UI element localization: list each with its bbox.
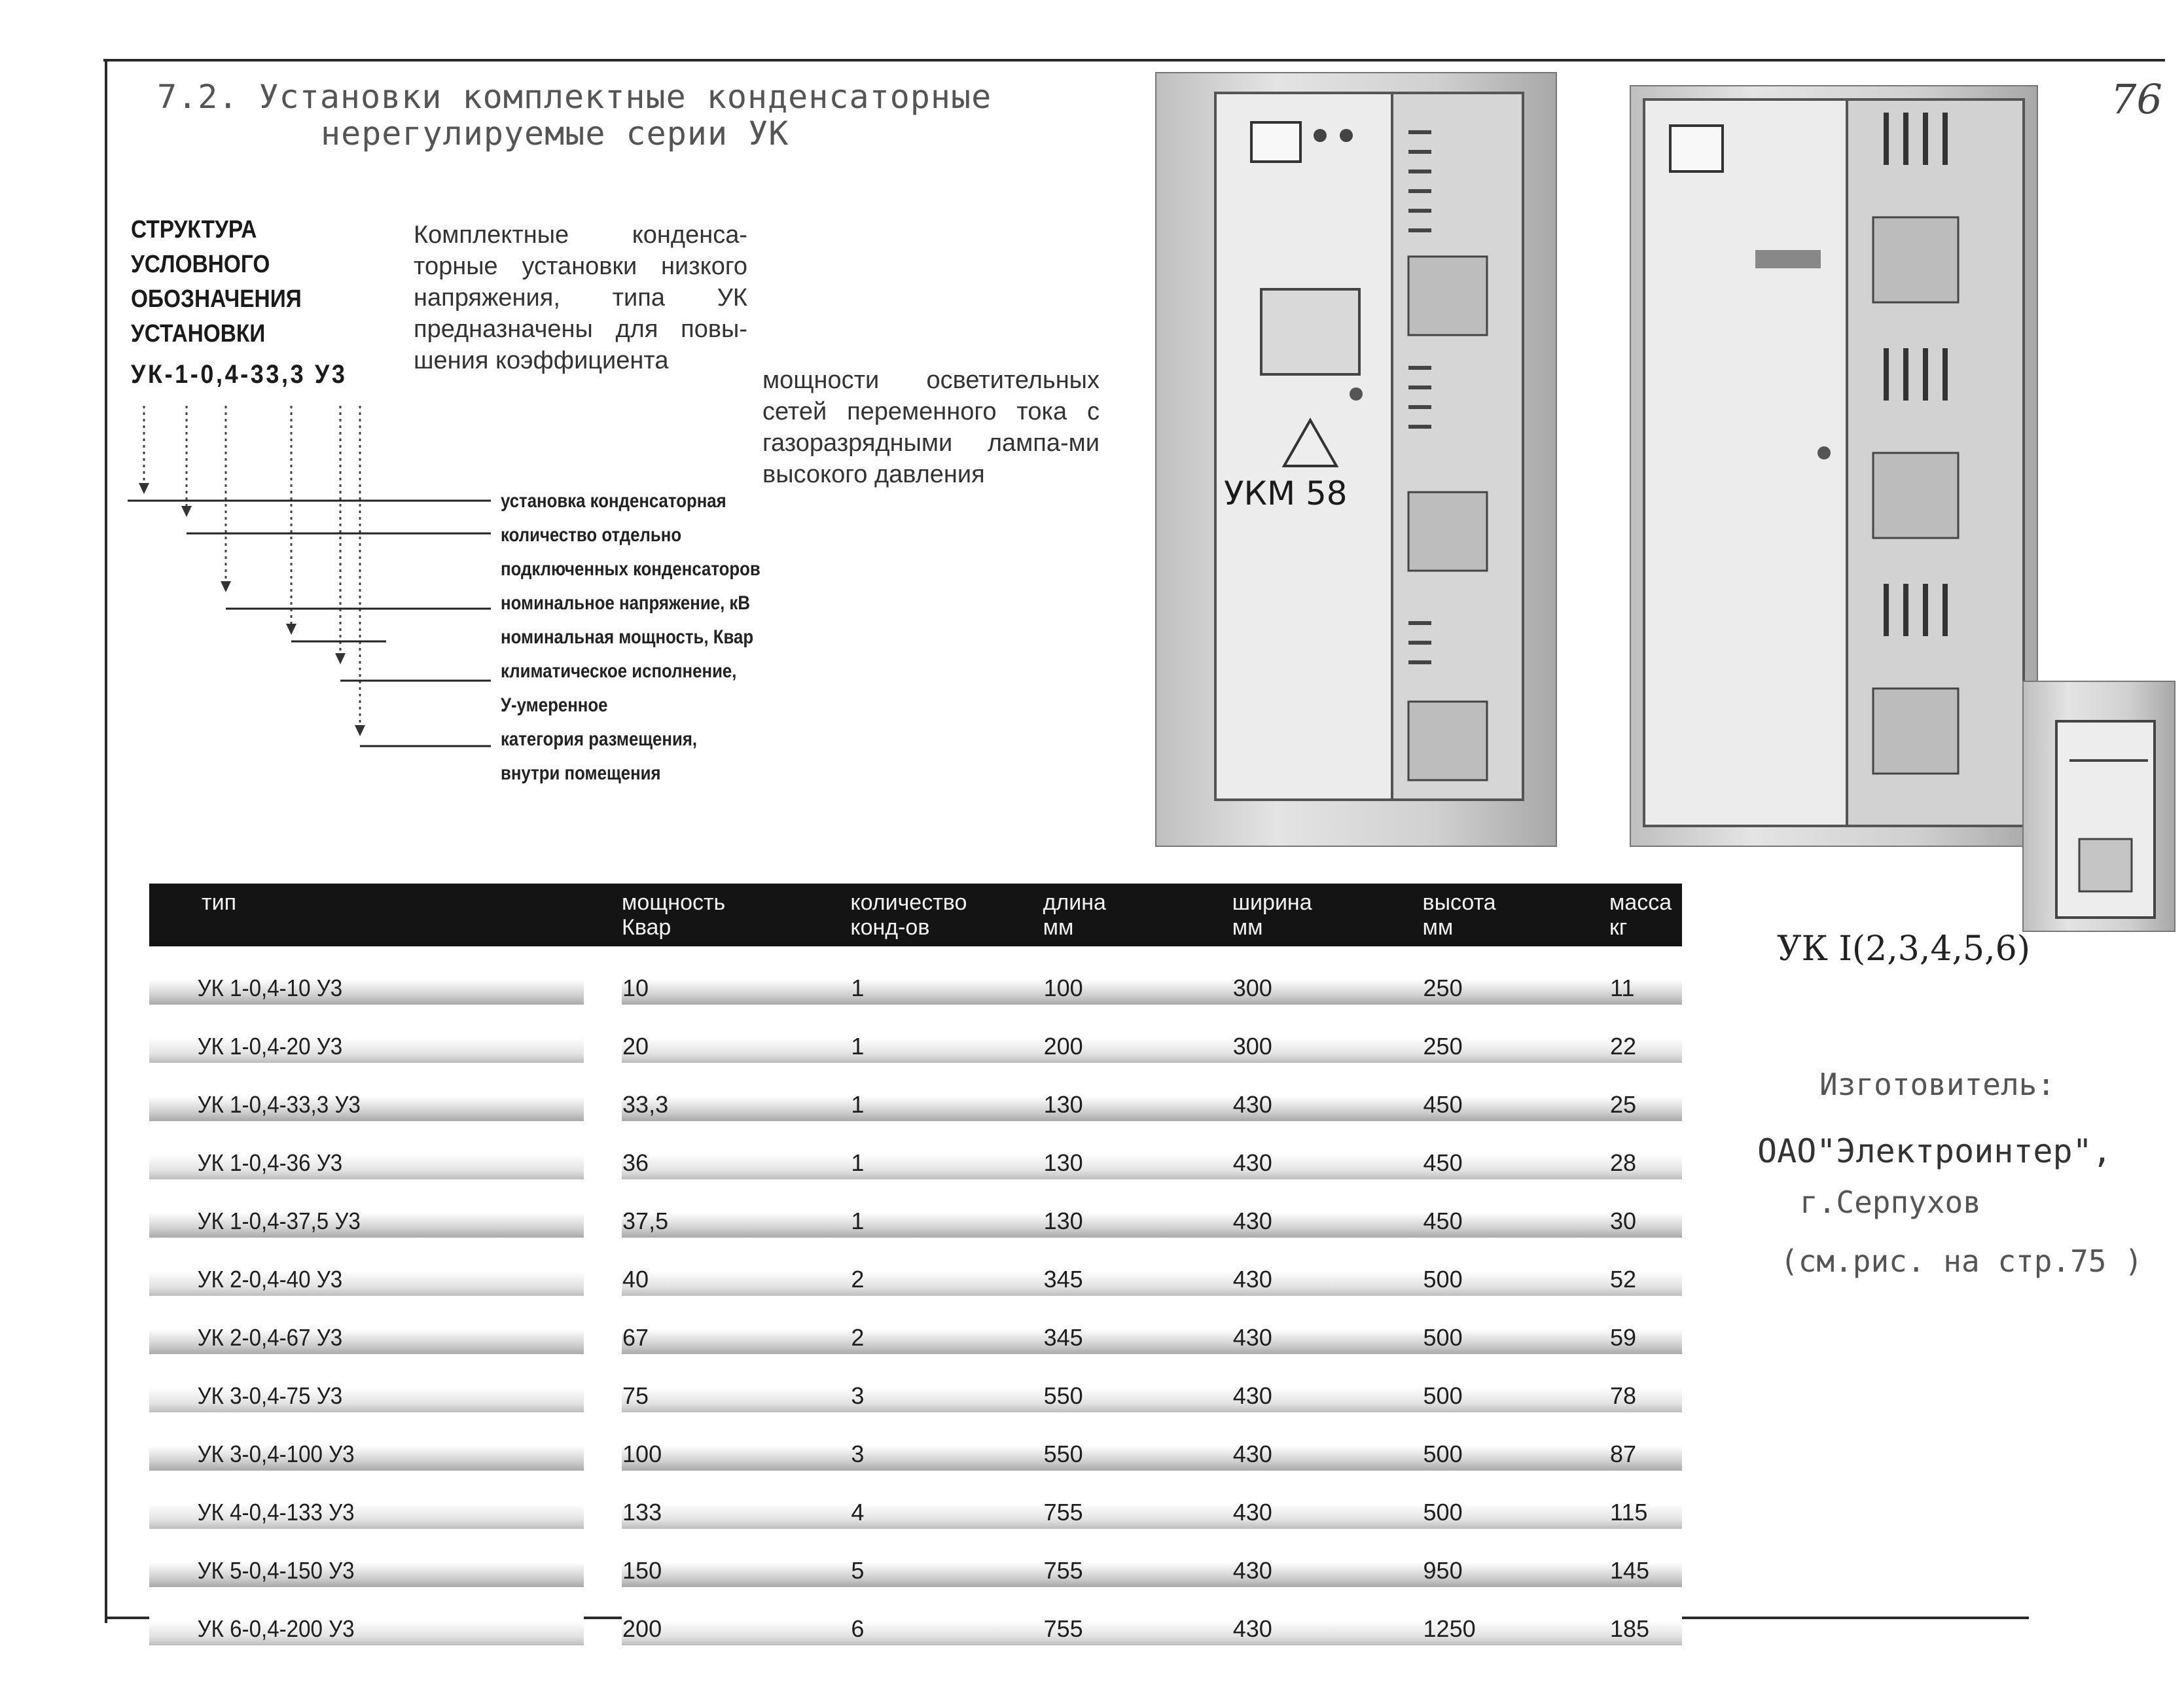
cell-count: 1 [850, 1005, 1043, 1063]
cell-power: 10 [622, 946, 850, 1005]
legend-item: количество отдельно [501, 524, 682, 546]
photo-label-ukm58: УКМ 58 [1224, 474, 1348, 512]
cell-width: 430 [1232, 1354, 1423, 1412]
cell-count: 1 [850, 1063, 1043, 1121]
cell-height: 250 [1423, 1005, 1609, 1063]
table-row [149, 1063, 1682, 1121]
cell-power: 20 [622, 1005, 850, 1063]
cell-count: 6 [850, 1587, 1043, 1645]
cell-mass: 59 [1609, 1296, 1682, 1354]
table-row [149, 1354, 1682, 1412]
table-row [149, 1296, 1682, 1354]
cell-width: 430 [1232, 1412, 1423, 1471]
manufacturer-name: ОАО"Электроинтер", [1757, 1132, 2112, 1170]
designation-legend [501, 484, 761, 791]
cell-count: 3 [850, 1412, 1043, 1471]
cell-length: 130 [1043, 1179, 1232, 1238]
cell-height: 450 [1423, 1179, 1609, 1238]
structure-heading [131, 213, 302, 351]
cell-mass: 87 [1609, 1412, 1682, 1471]
cell-mass: 52 [1609, 1238, 1682, 1296]
cell-length: 345 [1043, 1238, 1232, 1296]
cell-mass: 11 [1609, 946, 1682, 1005]
cell-count: 4 [850, 1471, 1043, 1529]
cell-height: 500 [1423, 1296, 1609, 1354]
cell-height: 500 [1423, 1354, 1609, 1412]
cell-power: 67 [622, 1296, 850, 1354]
cell-type: УК 6-0,4-200 У3 [149, 1587, 584, 1645]
manufacturer-city: г.Серпухов [1800, 1185, 1981, 1220]
cell-type: УК 2-0,4-40 У3 [149, 1238, 584, 1296]
structure-heading-line: УСЛОВНОГО [131, 251, 270, 278]
designation-code: УК-1-0,4-33,3 У3 [131, 360, 348, 389]
manufacturer-reference: (см.рис. на стр.75 ) [1780, 1244, 2143, 1279]
cell-width: 430 [1232, 1063, 1423, 1121]
cell-count: 2 [850, 1238, 1043, 1296]
header-count: количество конд-ов [850, 890, 967, 940]
section-title [157, 79, 992, 152]
cell-mass: 145 [1609, 1529, 1682, 1587]
description-part1: Комплектные конденса-торные установки низкого напряжения, типа УК предназначены для повы-шения коэффициента [414, 221, 747, 374]
cell-type: УК 4-0,4-133 У3 [149, 1471, 584, 1529]
photo-ukm58 [1155, 72, 1557, 847]
cell-mass: 25 [1609, 1063, 1682, 1121]
cell-length: 755 [1043, 1587, 1232, 1645]
legend-item: категория размещения, [501, 728, 698, 750]
header-height: высота мм [1422, 890, 1496, 940]
header-mass: масса кг [1609, 890, 1672, 940]
cell-width: 430 [1232, 1529, 1423, 1587]
cell-length: 130 [1043, 1121, 1232, 1179]
cell-type: УК 1-0,4-33,3 У3 [149, 1063, 584, 1121]
cell-width: 430 [1232, 1471, 1423, 1529]
header-type: тип [202, 890, 236, 915]
frame-top-line [103, 59, 2165, 62]
cell-length: 345 [1043, 1296, 1232, 1354]
photo-uk-small-unit [2022, 681, 2175, 932]
cell-type: УК 5-0,4-150 У3 [149, 1529, 584, 1587]
cell-width: 430 [1232, 1121, 1423, 1179]
cell-length: 755 [1043, 1471, 1232, 1529]
table-row [149, 1005, 1682, 1063]
cell-power: 33,3 [622, 1063, 850, 1121]
legend-item: установка конденсаторная [501, 490, 726, 512]
frame-left-line [105, 59, 107, 1623]
cell-width: 430 [1232, 1296, 1423, 1354]
cell-width: 300 [1232, 946, 1423, 1005]
cell-width: 430 [1232, 1587, 1423, 1645]
small-unit-illustration [2024, 682, 2174, 931]
cell-type: УК 1-0,4-20 У3 [149, 1005, 584, 1063]
table-row [149, 1471, 1682, 1529]
cell-height: 950 [1423, 1529, 1609, 1587]
cell-power: 200 [622, 1587, 850, 1645]
header-power: мощность Квар [622, 890, 726, 940]
cell-mass: 30 [1609, 1179, 1682, 1238]
cell-length: 755 [1043, 1529, 1232, 1587]
legend-item: У-умеренное [501, 694, 608, 716]
cell-length: 550 [1043, 1354, 1232, 1412]
cell-type: УК 3-0,4-75 У3 [149, 1354, 584, 1412]
header-length: длина мм [1043, 890, 1106, 940]
photo-label-uk: УК I(2,3,4,5,6) [1777, 929, 2031, 969]
spec-table [149, 884, 1682, 1645]
cell-height: 500 [1423, 1471, 1609, 1529]
cell-count: 1 [850, 1179, 1043, 1238]
cabinet-illustration [1631, 86, 2037, 846]
cell-power: 36 [622, 1121, 850, 1179]
structure-heading-line: ОБОЗНАЧЕНИЯ [131, 285, 302, 313]
cell-height: 450 [1423, 1121, 1609, 1179]
cell-height: 450 [1423, 1063, 1609, 1121]
cell-count: 1 [850, 1121, 1043, 1179]
cell-length: 550 [1043, 1412, 1232, 1471]
cabinet-illustration [1156, 73, 1556, 846]
designation-diagram [124, 399, 510, 766]
cell-type: УК 1-0,4-36 У3 [149, 1121, 584, 1179]
table-header-row [149, 884, 1682, 946]
cell-mass: 22 [1609, 1005, 1682, 1063]
manufacturer-label: Изготовитель: [1819, 1067, 2056, 1102]
cell-power: 40 [622, 1238, 850, 1296]
legend-item: климатическое исполнение, [501, 660, 737, 682]
legend-item: номинальная мощность, Квар [501, 626, 754, 648]
section-title-line1: 7.2. Установки комплектные конденсаторные [157, 78, 992, 116]
cell-length: 100 [1043, 946, 1232, 1005]
cell-height: 250 [1423, 946, 1609, 1005]
cell-mass: 28 [1609, 1121, 1682, 1179]
table-row [149, 1121, 1682, 1179]
cell-mass: 185 [1609, 1587, 1682, 1645]
legend-item: подключенных конденсаторов [501, 558, 761, 580]
legend-item: номинальное напряжение, кВ [501, 592, 750, 614]
cell-count: 3 [850, 1354, 1043, 1412]
photo-uk-series [1630, 85, 2038, 847]
legend-item: внутри помещения [501, 762, 661, 784]
cell-width: 300 [1232, 1005, 1423, 1063]
cell-type: УК 1-0,4-10 У3 [149, 946, 584, 1005]
page-number: 76 [2111, 75, 2162, 123]
cell-width: 430 [1232, 1238, 1423, 1296]
cell-height: 1250 [1423, 1587, 1609, 1645]
cell-power: 100 [622, 1412, 850, 1471]
cell-length: 200 [1043, 1005, 1232, 1063]
cell-mass: 115 [1609, 1471, 1682, 1529]
cell-width: 430 [1232, 1179, 1423, 1238]
cell-type: УК 1-0,4-37,5 У3 [149, 1179, 584, 1238]
cell-type: УК 2-0,4-67 У3 [149, 1296, 584, 1354]
cell-power: 75 [622, 1354, 850, 1412]
cell-length: 130 [1043, 1063, 1232, 1121]
table-row [149, 1529, 1682, 1587]
cell-power: 133 [622, 1471, 850, 1529]
header-width: ширина мм [1232, 890, 1312, 940]
description-part2: мощности осветительных сетей переменного тока с газоразрядными лампа-ми высокого давления [762, 367, 1100, 488]
table-row [149, 1179, 1682, 1238]
cell-count: 2 [850, 1296, 1043, 1354]
section-title-line2: нерегулируемые серии УК [321, 115, 789, 152]
cell-height: 500 [1423, 1412, 1609, 1471]
table-row [149, 1587, 1682, 1645]
cell-power: 150 [622, 1529, 850, 1587]
cell-type: УК 3-0,4-100 У3 [149, 1412, 584, 1471]
structure-heading-line: СТРУКТУРА [131, 216, 257, 243]
cell-count: 1 [850, 946, 1043, 1005]
cell-height: 500 [1423, 1238, 1609, 1296]
table-row [149, 1238, 1682, 1296]
cell-power: 37,5 [622, 1179, 850, 1238]
cell-count: 5 [850, 1529, 1043, 1587]
cell-mass: 78 [1609, 1354, 1682, 1412]
table-row [149, 1412, 1682, 1471]
table-row [149, 946, 1682, 1005]
structure-heading-line: УСТАНОВКИ [131, 320, 266, 348]
